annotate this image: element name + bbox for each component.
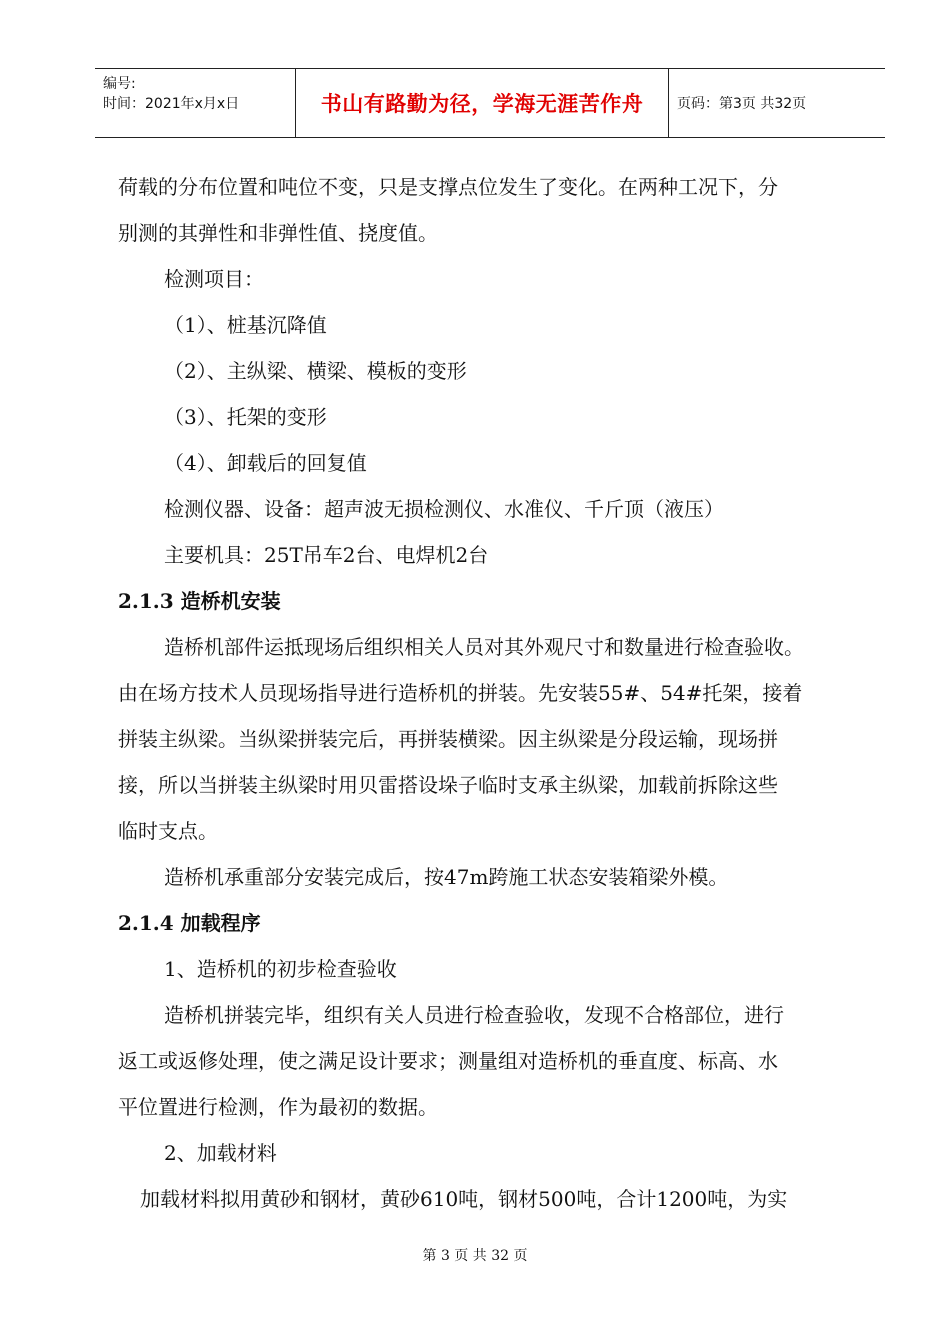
paragraph-line: 返工或返修处理，使之满足设计要求；测量组对造桥机的垂直度、标高、水 [118,1049,778,1073]
subsection-heading: 1、造桥机的初步检查验收 [164,957,397,981]
paragraph-line: 造桥机部件运抵现场后组织相关人员对其外观尺寸和数量进行检查验收。 [164,635,804,659]
list-item: （1）、桩基沉降值 [164,313,327,337]
paragraph-line: 拼装主纵梁。当纵梁拼装完后，再拼装横梁。因主纵梁是分段运输，现场拼 [118,727,778,751]
page-header [95,68,885,138]
subsection-heading: 2、加载材料 [164,1141,277,1165]
header-meta [95,69,295,137]
list-item: （2）、主纵梁、横梁、模板的变形 [164,359,467,383]
page-footer: 第 3 页 共 32 页 [422,1248,528,1264]
document-body [118,164,866,1222]
paragraph-line: 造桥机拼装完毕，组织有关人员进行检查验收，发现不合格部位，进行 [164,1003,784,1027]
header-motto-cell [295,69,669,137]
section-heading: 2.1.3 造桥机安装 [118,589,281,613]
paragraph-line: 接，所以当拼装主纵梁时用贝雷搭设垛子临时支承主纵梁，加载前拆除这些 [118,773,778,797]
paragraph-line: 平位置进行检测，作为最初的数据。 [118,1095,438,1119]
paragraph-line: 检测仪器、设备：超声波无损检测仪、水准仪、千斤顶（液压） [164,497,724,521]
section-label: 检测项目： [164,267,264,291]
section-heading: 2.1.4 加载程序 [118,911,261,935]
header-motto: 书山有路勤为径，学海无涯苦作舟 [320,91,644,116]
paragraph-line: 主要机具：25T吊车2台、电焊机2台 [164,543,489,567]
paragraph-line: 荷载的分布位置和吨位不变，只是支撑点位发生了变化。在两种工况下，分 [118,175,778,199]
paragraph-line: 造桥机承重部分安装完成后，按47m跨施工状态安装箱梁外模。 [164,865,729,889]
document-time: 时间：2021年x月x日 [103,96,240,112]
paragraph-line: 别测的其弹性和非弹性值、挠度值。 [118,221,438,245]
document-number-label: 编号: [103,76,136,92]
list-item: （4）、卸载后的回复值 [164,451,367,475]
list-item: （3）、托架的变形 [164,405,327,429]
paragraph-line: 加载材料拟用黄砂和钢材，黄砂610吨，钢材500吨，合计1200吨，为实 [140,1187,788,1211]
paragraph-line: 临时支点。 [118,819,218,843]
header-page-code-cell [667,69,885,137]
paragraph-line: 由在场方技术人员现场指导进行造桥机的拼装。先安装55#、54#托架，接着 [118,681,803,705]
header-page-code: 页码：第3页 共32页 [677,96,807,112]
